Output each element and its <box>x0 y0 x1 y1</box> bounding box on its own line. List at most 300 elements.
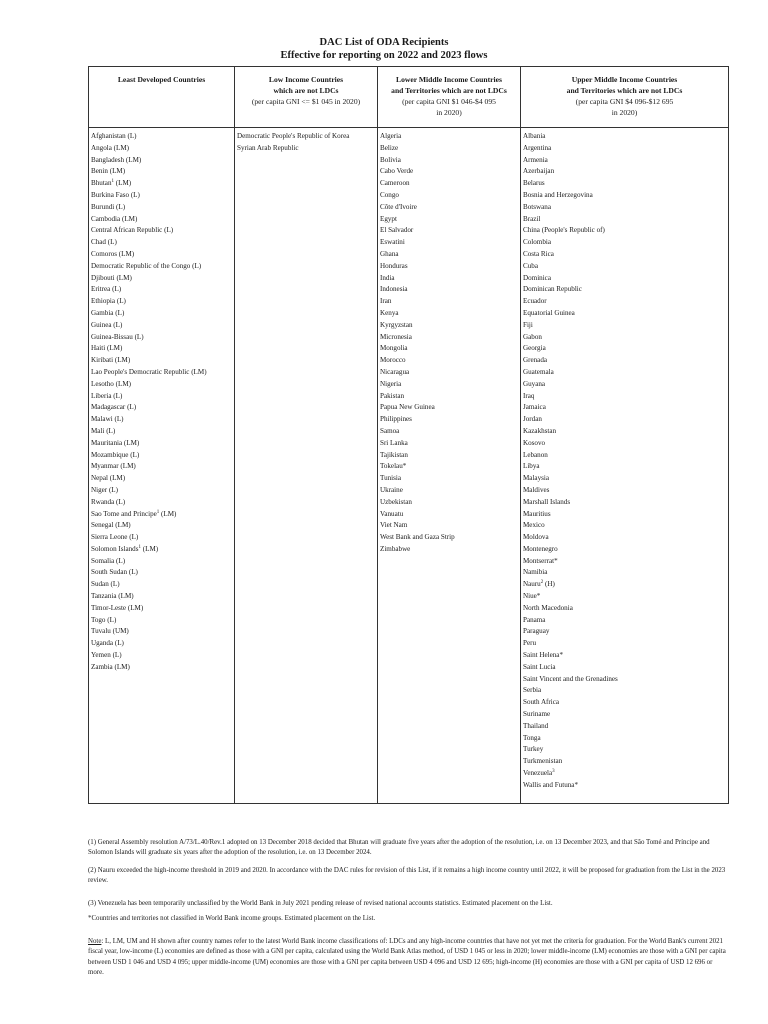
country-name: Solomon Islands <box>91 544 139 553</box>
list-item <box>523 650 728 662</box>
income-code: (L) <box>115 308 125 317</box>
country-name: Bolivia <box>380 155 401 164</box>
country-name: Lao People's Democratic Republic <box>91 367 190 376</box>
list-item <box>91 166 234 178</box>
country-name: Eswatini <box>380 238 405 247</box>
country-name: Kazakhstan <box>523 426 557 435</box>
income-code: (LM) <box>191 367 207 376</box>
country-name: Turkmenistan <box>523 757 563 766</box>
country-name: Nepal <box>91 474 108 483</box>
list-item <box>91 591 234 603</box>
income-code: (L) <box>113 391 123 400</box>
list-item <box>91 509 234 521</box>
list-item <box>380 273 520 285</box>
lower-middle-list <box>378 131 520 556</box>
ldc-list <box>89 131 234 674</box>
upper-middle-column <box>521 128 729 804</box>
country-name: Equatorial Guinea <box>523 308 575 317</box>
country-name: Fiji <box>523 320 533 329</box>
country-name: Myanmar <box>91 462 119 471</box>
country-name: Costa Rica <box>523 249 554 258</box>
country-name: Angola <box>91 143 112 152</box>
list-item <box>91 402 234 414</box>
list-item <box>380 379 520 391</box>
country-name: Suriname <box>523 710 551 719</box>
income-code: (L) <box>114 415 124 424</box>
list-item <box>380 355 520 367</box>
list-item <box>380 143 520 155</box>
list-item <box>380 343 520 355</box>
country-name: Azerbaijan <box>523 167 555 176</box>
country-name: Somalia <box>91 556 115 565</box>
footnote-marker: 1 <box>138 544 141 550</box>
header-lower-middle-title-2: and Territories which are not LDCs <box>391 86 507 95</box>
country-name: Montserrat* <box>523 556 558 565</box>
list-item <box>91 332 234 344</box>
header-ldc <box>89 67 235 128</box>
country-name: Djibouti <box>91 273 115 282</box>
country-name: Malaysia <box>523 474 550 483</box>
list-item <box>91 190 234 202</box>
country-name: Togo <box>91 615 106 624</box>
list-item <box>380 509 520 521</box>
country-name: Comoros <box>91 249 118 258</box>
income-code: (H) <box>545 580 555 589</box>
list-item <box>91 426 234 438</box>
income-code: (L) <box>134 332 144 341</box>
country-name: Indonesia <box>380 285 408 294</box>
list-item <box>380 178 520 190</box>
list-item <box>91 284 234 296</box>
income-code: (LM) <box>161 509 177 518</box>
list-item <box>523 131 728 143</box>
list-item <box>91 662 234 674</box>
country-name: Lebanon <box>523 450 548 459</box>
header-lower-middle-title: Lower Middle Income Countries <box>396 75 502 84</box>
country-name: Kiribati <box>91 356 114 365</box>
income-code: (LM) <box>116 273 132 282</box>
income-code: (LM) <box>120 462 136 471</box>
country-name: Nauru <box>523 580 541 589</box>
title-line-2: Effective for reporting on 2022 and 2023 flows <box>280 50 488 61</box>
country-name: South Africa <box>523 698 560 707</box>
list-item <box>380 284 520 296</box>
country-name: Tuvalu <box>91 627 111 636</box>
list-item <box>91 520 234 532</box>
list-item <box>523 237 728 249</box>
country-name: Saint Helena* <box>523 651 563 660</box>
country-name: Maldives <box>523 485 550 494</box>
country-name: Afghanistan <box>91 132 126 140</box>
country-name: Honduras <box>380 261 408 270</box>
list-item <box>91 638 234 650</box>
country-name: Cambodia <box>91 214 121 223</box>
country-name: Panama <box>523 615 546 624</box>
list-item <box>91 579 234 591</box>
list-item <box>523 780 728 792</box>
country-name: Viet Nam <box>380 521 408 530</box>
country-name: Kyrgyzstan <box>380 320 413 329</box>
list-item <box>91 391 234 403</box>
list-item <box>523 426 728 438</box>
list-item <box>380 332 520 344</box>
country-name: Micronesia <box>380 332 412 341</box>
list-item <box>91 143 234 155</box>
list-item <box>380 485 520 497</box>
list-item <box>380 166 520 178</box>
country-name: Marshall Islands <box>523 497 571 506</box>
income-code: (L) <box>127 403 137 412</box>
list-item <box>523 414 728 426</box>
list-item <box>380 202 520 214</box>
country-name: Côte d'Ivoire <box>380 202 417 211</box>
income-code: (LM) <box>121 214 138 223</box>
country-name: Niger <box>91 485 108 494</box>
country-name: Egypt <box>380 214 397 223</box>
header-low-income-title: Low Income Countries <box>268 75 344 84</box>
country-name: Nicaragua <box>380 367 410 376</box>
income-code: (LM) <box>115 179 132 188</box>
footnote-asterisk: *Countries and territories not classified in World Bank income groups. Estimated placement on the List. <box>88 915 376 922</box>
country-name: Ukraine <box>380 485 403 494</box>
list-item <box>523 520 728 532</box>
list-item <box>380 261 520 273</box>
list-item <box>523 273 728 285</box>
list-item <box>380 296 520 308</box>
list-item <box>380 414 520 426</box>
list-item <box>91 650 234 662</box>
country-name: China (People's Republic of) <box>523 226 605 235</box>
country-name: Central African Republic <box>91 226 163 235</box>
list-item <box>523 733 728 745</box>
income-code: (LM) <box>106 344 123 353</box>
country-name: Ethiopia <box>91 297 116 306</box>
list-item <box>523 343 728 355</box>
list-item <box>523 709 728 721</box>
country-name: Burundi <box>91 202 115 211</box>
list-item <box>523 603 728 615</box>
country-name: Tunisia <box>380 474 402 483</box>
country-name: Ecuador <box>523 297 547 306</box>
list-item <box>91 615 234 627</box>
list-item <box>380 473 520 485</box>
country-name: Guatemala <box>523 367 554 376</box>
country-name: Colombia <box>523 238 551 247</box>
country-name: Guyana <box>523 379 546 388</box>
list-item <box>523 768 728 780</box>
country-name: Burkina Faso <box>91 190 130 199</box>
country-name: Eritrea <box>91 285 111 294</box>
list-item <box>523 367 728 379</box>
country-name: Kosovo <box>523 438 546 447</box>
list-item <box>523 402 728 414</box>
country-name: Peru <box>523 639 537 648</box>
list-item <box>91 367 234 379</box>
country-name: Argentina <box>523 143 552 152</box>
list-item <box>91 461 234 473</box>
list-item <box>523 320 728 332</box>
country-name: Zambia <box>91 662 113 671</box>
list-item <box>523 532 728 544</box>
country-name: Guinea <box>91 320 112 329</box>
list-item <box>523 261 728 273</box>
country-name: India <box>380 273 395 282</box>
income-code: (L) <box>106 426 116 435</box>
country-name: South Sudan <box>91 568 128 577</box>
country-name: Sri Lanka <box>380 438 408 447</box>
list-item <box>380 237 520 249</box>
low-income-column <box>235 128 378 804</box>
income-code: (LM) <box>127 603 144 612</box>
list-item <box>91 296 234 308</box>
country-name: Uzbekistan <box>380 497 412 506</box>
list-item <box>380 520 520 532</box>
list-item <box>380 544 520 556</box>
income-code: (LM) <box>125 155 142 164</box>
list-item <box>91 473 234 485</box>
income-code: (LM) <box>109 474 126 483</box>
country-name: Georgia <box>523 344 546 353</box>
list-item <box>380 308 520 320</box>
income-code: (LM) <box>142 544 159 553</box>
list-item <box>523 567 728 579</box>
header-low-income <box>235 67 378 128</box>
list-item <box>380 402 520 414</box>
country-name: El Salvador <box>380 226 414 235</box>
country-name: Liberia <box>91 391 112 400</box>
country-name: West Bank and Gaza Strip <box>380 533 455 542</box>
country-name: Jamaica <box>523 403 546 412</box>
country-name: Belarus <box>523 179 545 188</box>
country-name: Bangladesh <box>91 155 125 164</box>
oda-recipients-table <box>88 66 729 804</box>
country-name: Morocco <box>380 356 406 365</box>
table-body-row <box>89 128 729 804</box>
upper-middle-list <box>521 131 728 792</box>
income-code: (L) <box>116 202 126 211</box>
list-item <box>523 556 728 568</box>
list-item <box>523 497 728 509</box>
list-item <box>523 615 728 627</box>
country-name: Lesotho <box>91 379 114 388</box>
income-code: (L) <box>128 568 138 577</box>
list-item <box>91 603 234 615</box>
country-name: Uganda <box>91 639 114 648</box>
list-item <box>380 320 520 332</box>
header-low-income-sub: (per capita GNI <= $1 045 in 2020) <box>251 97 361 106</box>
country-name: Mongolia <box>380 344 408 353</box>
list-item <box>380 214 520 226</box>
country-name: Niue* <box>523 592 541 601</box>
list-item <box>523 685 728 697</box>
list-item <box>523 461 728 473</box>
income-code: (L) <box>112 651 122 660</box>
income-code: (LM) <box>115 379 132 388</box>
footnote-marker: 3 <box>552 769 555 775</box>
list-item <box>523 438 728 450</box>
country-name: Gambia <box>91 308 114 317</box>
country-name: Cabo Verde <box>380 167 414 176</box>
country-name: Mauritius <box>523 509 551 518</box>
country-name: Montenegro <box>523 544 558 553</box>
country-name: Nigeria <box>380 379 402 388</box>
country-name: Democratic Republic of the Congo <box>91 261 191 270</box>
country-name: Yemen <box>91 651 111 660</box>
country-name: Libya <box>523 462 540 471</box>
country-name: Wallis and Futuna* <box>523 780 578 789</box>
country-name: Dominican Republic <box>523 285 582 294</box>
list-item <box>380 450 520 462</box>
country-name: Bhutan <box>91 179 112 188</box>
list-item <box>91 237 234 249</box>
country-name: Paraguay <box>523 627 550 636</box>
list-item <box>91 532 234 544</box>
list-item <box>91 355 234 367</box>
income-code: (L) <box>116 297 126 306</box>
country-name: Papua New Guinea <box>380 403 435 412</box>
country-name: Philippines <box>380 415 412 424</box>
list-item <box>523 626 728 638</box>
country-name: Armenia <box>523 155 548 164</box>
income-code: (L) <box>116 556 126 565</box>
country-name: North Macedonia <box>523 603 573 612</box>
country-name: Chad <box>91 238 106 247</box>
list-item <box>91 343 234 355</box>
country-name: Namibia <box>523 568 548 577</box>
country-name: Albania <box>523 132 546 140</box>
income-code: (L) <box>127 132 137 140</box>
list-item <box>91 497 234 509</box>
income-code: (LM) <box>115 521 131 530</box>
country-name: Iran <box>380 297 392 306</box>
lower-middle-column <box>378 128 521 804</box>
income-code: (LM) <box>114 662 130 671</box>
list-item <box>523 143 728 155</box>
list-item <box>91 414 234 426</box>
country-name: Mexico <box>523 521 545 530</box>
country-name: Congo <box>380 190 399 199</box>
footnote-1: (1) General Assembly resolution A/73/L.40/Rev.1 adopted on 13 December 2018 decided that Bhutan will graduate five years after the adoption of the resolution, i.e. on 13 December 2023, and that São Tomé and Príncipe and Solomon Islands will graduate six years after the adoption of the resolution, i.e. on 13 December 2024. <box>88 839 710 857</box>
list-item <box>523 249 728 261</box>
list-item <box>91 214 234 226</box>
list-item <box>237 131 377 143</box>
income-code: (L) <box>130 190 140 199</box>
list-item <box>380 225 520 237</box>
country-name: Pakistan <box>380 391 405 400</box>
list-item <box>91 320 234 332</box>
list-item <box>91 131 234 143</box>
footnote-marker: 1 <box>156 509 160 515</box>
list-item <box>91 261 234 273</box>
list-item <box>91 379 234 391</box>
list-item <box>523 284 728 296</box>
country-name: Saint Vincent and the Grenadines <box>523 674 618 683</box>
list-item <box>523 202 728 214</box>
country-name: Belize <box>380 143 399 152</box>
country-name: Mozambique <box>91 450 129 459</box>
country-name: Venezuela <box>523 769 553 778</box>
list-item <box>523 579 728 591</box>
list-item <box>380 497 520 509</box>
country-name: Vanuatu <box>380 509 404 518</box>
list-item <box>237 143 377 155</box>
list-item <box>523 744 728 756</box>
list-item <box>523 355 728 367</box>
list-item <box>523 391 728 403</box>
header-upper-middle-sub: (per capita GNI $4 096-$12 695 <box>575 97 674 106</box>
list-item <box>91 567 234 579</box>
income-code: (LM) <box>113 143 130 152</box>
footnote-2: (2) Nauru exceeded the high-income threshold in 2019 and 2020. In accordance with the DAC rules for revision of this List, if it remains a high income country until 2022, it will be proposed for graduation from the List in the 2023 review. <box>88 867 726 885</box>
country-name: Gabon <box>523 332 542 341</box>
note-text: : L, LM, UM and H shown after country names refer to the latest World Bank income classifications of: LDCs and any high-income countries that have not yet met the criteria for graduation. For the World Bank's current 2021 fiscal year, low-income (L) economies are defined as those with a GNI per capita, calculated using the World Bank Atlas method, of USD 1 045 or less in 2020; lower middle-income (LM) economies are those with a GNI per capita between USD 1 046 and USD 4 095; upper middle-income (UM) economies are those with a GNI per capita between USD 4 096 and USD 12 695; high-income (H) economies are those with a GNI per capita of USD 12 696 or more. <box>88 938 726 977</box>
income-code: (L) <box>164 226 174 235</box>
country-name: Senegal <box>91 521 114 530</box>
header-lower-middle-sub-2: in 2020) <box>436 108 462 117</box>
list-item <box>380 131 520 143</box>
income-code: (UM) <box>112 627 129 636</box>
country-name: Tokelau* <box>380 462 407 471</box>
country-name: Zimbabwe <box>380 544 411 553</box>
low-income-list <box>235 131 377 155</box>
country-name: Syrian Arab Republic <box>237 143 299 152</box>
list-item <box>523 166 728 178</box>
income-code: (L) <box>114 639 124 648</box>
country-name: Botswana <box>523 202 551 211</box>
country-name: Tajikistan <box>380 450 408 459</box>
note-classification <box>88 937 728 979</box>
income-code: (L) <box>116 497 126 506</box>
list-item <box>523 296 728 308</box>
ldc-column <box>89 128 235 804</box>
list-item <box>523 697 728 709</box>
page-title <box>0 36 768 62</box>
country-name: Iraq <box>523 391 535 400</box>
footnote-marker: 1 <box>111 179 114 185</box>
header-lower-middle <box>378 67 521 128</box>
list-item <box>523 674 728 686</box>
list-item <box>91 308 234 320</box>
country-name: Democratic People's Republic of Korea <box>237 132 350 140</box>
country-name: Brazil <box>523 214 541 223</box>
list-item <box>523 721 728 733</box>
list-item <box>380 391 520 403</box>
list-item <box>523 190 728 202</box>
list-item <box>91 249 234 261</box>
country-name: Madagascar <box>91 403 126 412</box>
country-name: Algeria <box>380 132 402 140</box>
country-name: Ghana <box>380 249 399 258</box>
list-item <box>523 591 728 603</box>
income-code: (LM) <box>109 167 126 176</box>
list-item <box>91 273 234 285</box>
list-item <box>380 426 520 438</box>
list-item <box>523 473 728 485</box>
list-item <box>91 178 234 190</box>
country-name: Turkey <box>523 745 544 754</box>
country-name: Rwanda <box>91 497 115 506</box>
country-name: Grenada <box>523 356 548 365</box>
list-item <box>380 532 520 544</box>
country-name: Mali <box>91 426 105 435</box>
list-item <box>91 155 234 167</box>
income-code: (LM) <box>118 249 135 258</box>
country-name: Haiti <box>91 344 106 353</box>
list-item <box>380 367 520 379</box>
income-code: (L) <box>110 580 120 589</box>
income-code: (L) <box>130 450 140 459</box>
country-name: Serbia <box>523 686 542 695</box>
